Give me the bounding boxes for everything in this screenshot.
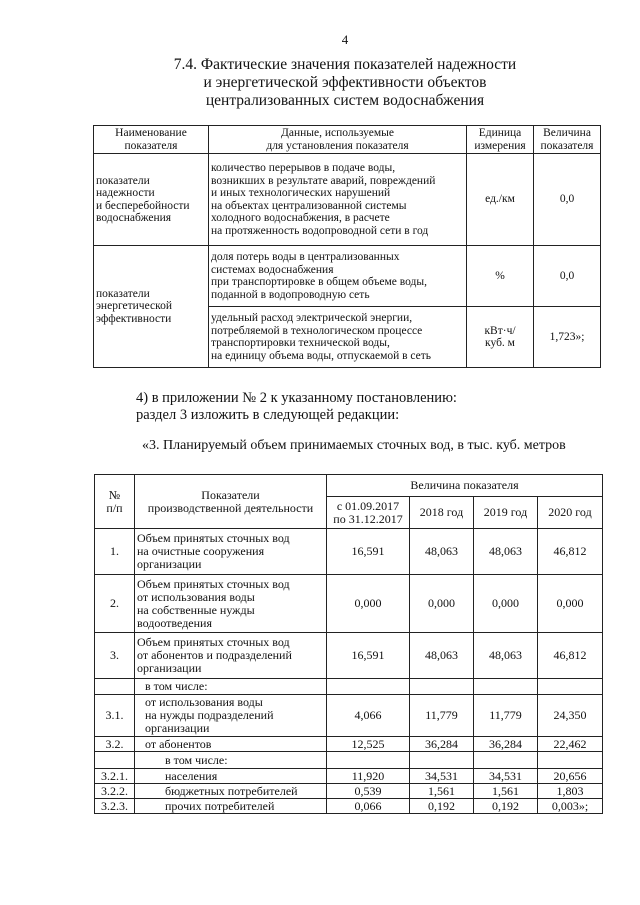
value-cell: 48,063 xyxy=(474,633,538,679)
indicator-name: от использования воды на нужды подразделений организации xyxy=(135,695,327,737)
table1-header-row xyxy=(94,126,601,154)
value-cell: 36,284 xyxy=(410,737,474,752)
value-cell xyxy=(410,679,474,695)
table2-header-group: Величина показателя xyxy=(327,475,603,497)
table1-header-name: Наименование показателя xyxy=(94,126,209,154)
row-number: 3.2. xyxy=(95,737,135,752)
table2-header-name: Показатели производственной деятельности xyxy=(135,475,327,529)
row-number: 2. xyxy=(95,575,135,633)
indicator-name: бюджетных потребителей xyxy=(135,784,327,799)
table2-row xyxy=(95,769,603,784)
indicator-name: показатели надежности и бесперебойности водоснабжения xyxy=(94,154,209,246)
value-cell: 0,003»; xyxy=(538,799,603,814)
table2-row xyxy=(95,752,603,769)
value-cell xyxy=(327,752,410,769)
value-cell xyxy=(327,679,410,695)
table1-row xyxy=(94,246,601,307)
value-cell xyxy=(410,752,474,769)
page-number: 4 xyxy=(341,32,349,47)
value-cell: 16,591 xyxy=(327,633,410,679)
paragraph-section-3: раздел 3 изложить в следующей редакции: xyxy=(136,407,400,423)
value-cell: 34,531 xyxy=(410,769,474,784)
indicator-data: удельный расход электрической энергии, потребляемой в технологическом процессе транспортировки технической воды, на единицу объема воды, отпускаемой в сеть xyxy=(209,307,467,368)
value-cell: 36,284 xyxy=(474,737,538,752)
value-cell: 24,350 xyxy=(538,695,603,737)
table2-row xyxy=(95,799,603,814)
indicator-unit: ед./км xyxy=(467,154,534,246)
reliability-indicators-table xyxy=(93,125,601,368)
row-number: 3. xyxy=(95,633,135,679)
table2-row xyxy=(95,695,603,737)
indicator-name: прочих потребителей xyxy=(135,799,327,814)
row-number: 3.2.1. xyxy=(95,769,135,784)
value-cell: 48,063 xyxy=(410,529,474,575)
indicator-name: Объем принятых сточных вод на очистные сооружения организации xyxy=(135,529,327,575)
table2-row xyxy=(95,633,603,679)
table2-row xyxy=(95,529,603,575)
value-cell: 1,561 xyxy=(474,784,538,799)
heading-line-2: и энергетической эффективности объектов xyxy=(203,74,487,91)
indicator-unit: кВт·ч/ куб. м xyxy=(467,307,534,368)
wastewater-volume-table xyxy=(94,474,603,814)
period-header: 2019 год xyxy=(474,497,538,529)
value-cell: 1,803 xyxy=(538,784,603,799)
value-cell: 16,591 xyxy=(327,529,410,575)
value-cell: 0,192 xyxy=(410,799,474,814)
table1-row xyxy=(94,154,601,246)
table2-header-row xyxy=(95,475,603,497)
row-number xyxy=(95,752,135,769)
value-cell: 46,812 xyxy=(538,529,603,575)
value-cell: 48,063 xyxy=(410,633,474,679)
row-number: 3.1. xyxy=(95,695,135,737)
paragraph-item-4: 4) в приложении № 2 к указанному постановлению: xyxy=(136,390,457,406)
indicator-name: населения xyxy=(135,769,327,784)
value-cell xyxy=(474,752,538,769)
table1-header-value: Величина показателя xyxy=(534,126,601,154)
table1-header-data: Данные, используемые для установления показателя xyxy=(209,126,467,154)
value-cell: 0,000 xyxy=(327,575,410,633)
value-cell xyxy=(538,752,603,769)
row-number: 1. xyxy=(95,529,135,575)
indicator-value: 1,723»; xyxy=(534,307,601,368)
indicator-data: доля потерь воды в централизованных системах водоснабжения при транспортировке в общем объеме воды, поданной в водопроводную сеть xyxy=(209,246,467,307)
value-cell xyxy=(538,679,603,695)
value-cell: 11,920 xyxy=(327,769,410,784)
row-number: 3.2.3. xyxy=(95,799,135,814)
row-number: 3.2.2. xyxy=(95,784,135,799)
indicator-name: в том числе: xyxy=(135,679,327,695)
table2-header-no: № п/п xyxy=(95,475,135,529)
indicator-name: Объем принятых сточных вод от использования воды на собственные нужды водоотведения xyxy=(135,575,327,633)
table2-row xyxy=(95,575,603,633)
indicator-name: Объем принятых сточных вод от абонентов и подразделений организации xyxy=(135,633,327,679)
value-cell: 12,525 xyxy=(327,737,410,752)
value-cell: 46,812 xyxy=(538,633,603,679)
value-cell: 0,066 xyxy=(327,799,410,814)
table2-row xyxy=(95,679,603,695)
heading-line-1: 7.4. Фактические значения показателей надежности xyxy=(173,56,517,73)
indicator-name: в том числе: xyxy=(135,752,327,769)
value-cell: 1,561 xyxy=(410,784,474,799)
value-cell: 0,539 xyxy=(327,784,410,799)
period-header: 2020 год xyxy=(538,497,603,529)
indicator-name: от абонентов xyxy=(135,737,327,752)
value-cell: 0,000 xyxy=(474,575,538,633)
indicator-data: количество перерывов в подаче воды, возникших в результате аварий, повреждений и иных технологических нарушений на объектах централизованной системы холодного водоснабжения, в расчете на протяженность водопроводной сети в год xyxy=(209,154,467,246)
indicator-value: 0,0 xyxy=(534,246,601,307)
value-cell: 11,779 xyxy=(474,695,538,737)
value-cell xyxy=(474,679,538,695)
indicator-value: 0,0 xyxy=(534,154,601,246)
value-cell: 48,063 xyxy=(474,529,538,575)
value-cell: 34,531 xyxy=(474,769,538,784)
period-header: 2018 год xyxy=(410,497,474,529)
value-cell: 20,656 xyxy=(538,769,603,784)
value-cell: 11,779 xyxy=(410,695,474,737)
section-heading xyxy=(150,56,540,110)
value-cell: 0,000 xyxy=(538,575,603,633)
value-cell: 0,000 xyxy=(410,575,474,633)
value-cell: 4,066 xyxy=(327,695,410,737)
value-cell: 0,192 xyxy=(474,799,538,814)
indicator-name: показатели энергетической эффективности xyxy=(94,246,209,368)
table1-header-unit: Единица измерения xyxy=(467,126,534,154)
indicator-unit: % xyxy=(467,246,534,307)
table2-caption: «3. Планируемый объем принимаемых сточных вод, в тыс. куб. метров xyxy=(142,438,566,453)
period-header: с 01.09.2017 по 31.12.2017 xyxy=(327,497,410,529)
table2-row xyxy=(95,784,603,799)
value-cell: 22,462 xyxy=(538,737,603,752)
heading-line-3: централизованных систем водоснабжения xyxy=(205,92,485,109)
row-number xyxy=(95,679,135,695)
table2-row xyxy=(95,737,603,752)
